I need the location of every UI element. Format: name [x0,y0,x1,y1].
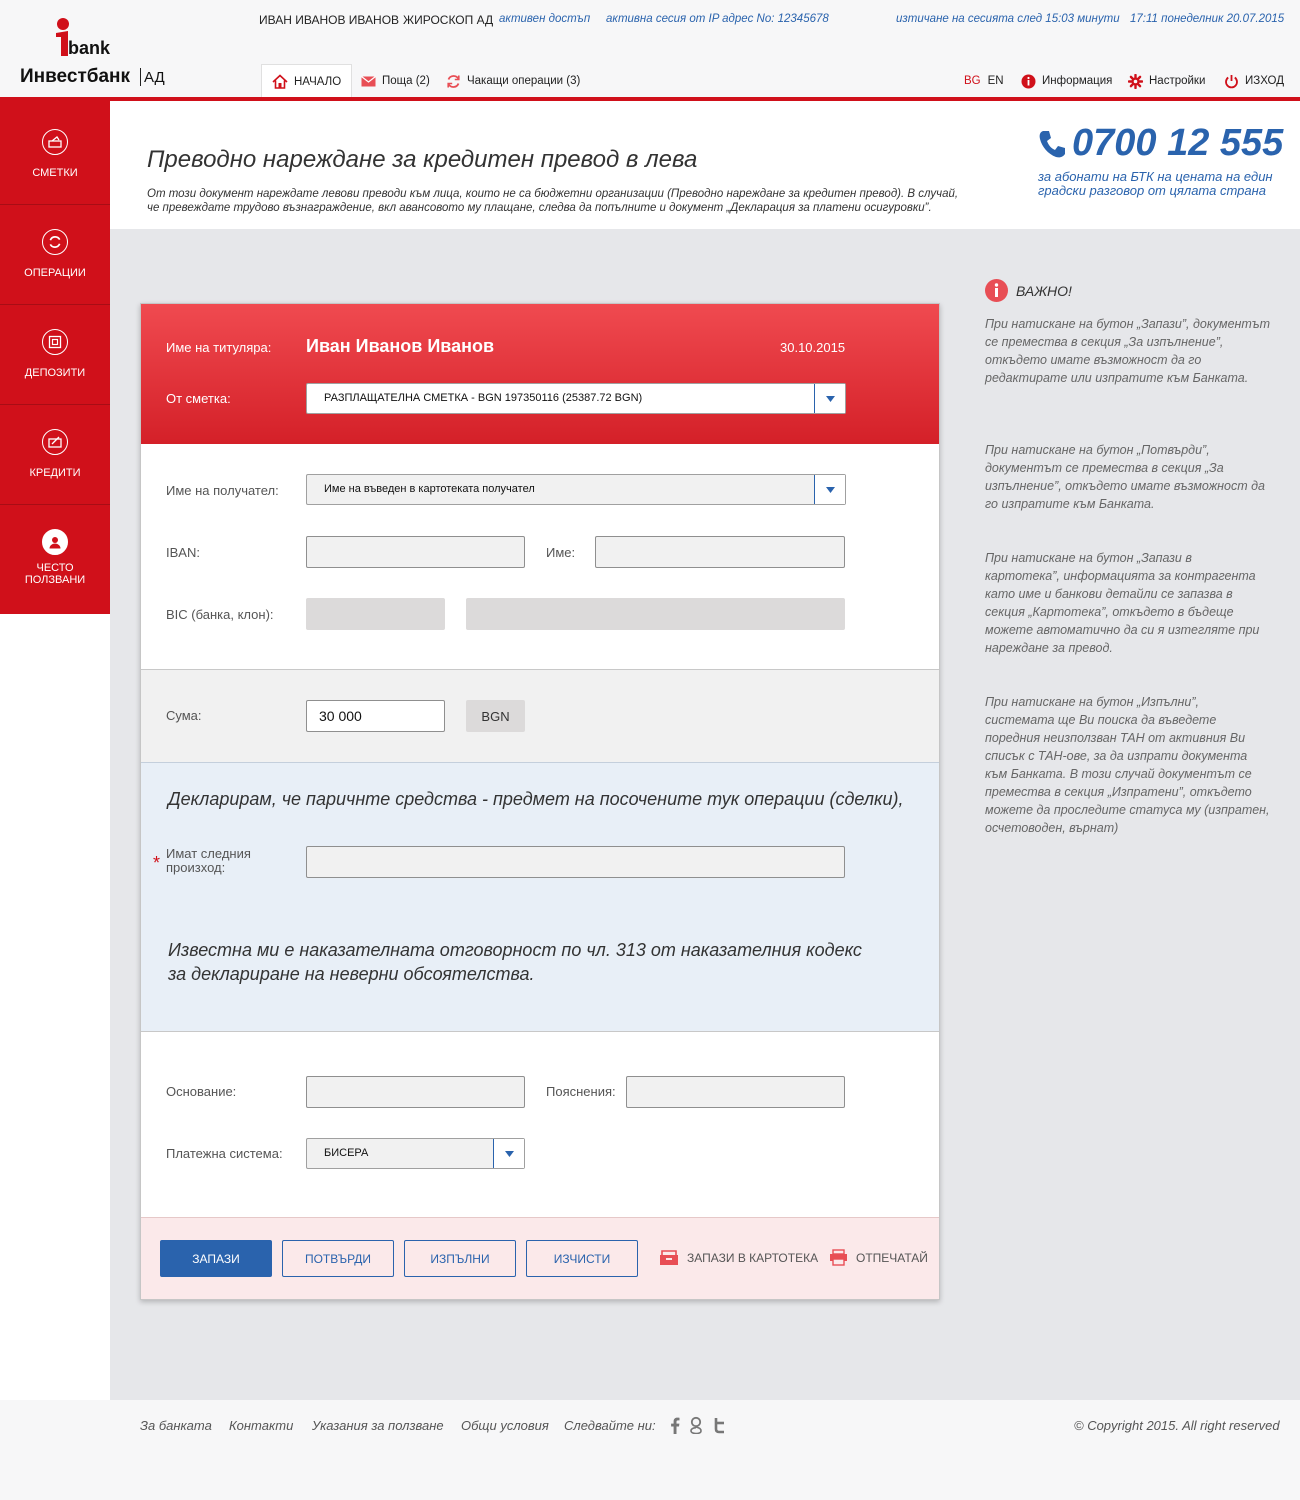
info-icon [985,279,1008,302]
user-icon [42,529,68,555]
tab-mail[interactable] [361,64,430,98]
logout-link[interactable] [1224,64,1284,98]
save-to-card-label: ЗАПАЗИ В КАРТОТЕКА [687,1250,819,1265]
payee-section [141,444,939,670]
sidebar-label-line1: ЧЕСТО [36,562,74,574]
tab-pending-operations[interactable] [446,64,580,98]
phone-number: 0700 12 555 [1072,122,1284,164]
sidebar-item-deposits[interactable] [0,305,110,405]
chevron-down-icon [814,384,845,413]
name-label: Име: [546,545,576,560]
document-date: 30.10.2015 [780,340,846,355]
refresh-icon [446,74,461,89]
important-note-confirm: При натискане на бутон „Потвърди”, документът се премества в секция „За изпълнение”, откъдето имате възможност да го изпратите към Банката. [985,443,1266,511]
chevron-down-icon [493,1139,524,1168]
sidebar-item-operations[interactable] [0,205,110,305]
from-account-value: РАЗПЛАЩАТЕЛНА СМЕТКА - BGN 197350116 (25387.72 BGN) [324,392,643,404]
lang-en[interactable]: EN [987,75,1004,87]
origin-input[interactable] [306,846,845,878]
print-label: ОТПЕЧАТАЙ [856,1250,928,1265]
logo-brand: bank [68,38,111,58]
sidebar-item-credits[interactable] [0,405,110,505]
liability-line1: Известна ми е наказателната отговорност по чл. 313 от наказателния кодекс [168,940,862,960]
basis-section [141,1032,939,1218]
liability-text [168,938,862,986]
settings-label: Настройки [1149,75,1206,87]
recipient-select[interactable] [306,474,846,505]
sidebar-item-favorites[interactable] [0,505,110,614]
notes-label: Пояснения: [546,1084,616,1099]
confirm-button[interactable]: ПОТВЪРДИ [282,1240,394,1277]
page-description-line2: че превеждате трудово възнаграждение, вкл авансовото му плащане, следва да попълните и документ „Декларация за платени осигуровки”. [147,202,932,214]
info-link[interactable] [1021,64,1112,98]
transfer-form [140,303,940,1300]
payment-system-label: Платежна система: [166,1146,283,1161]
bic-label: BIC (банка, клон): [166,607,274,622]
card-icon [659,1249,679,1266]
logo-suffix: АД [144,69,165,86]
settings-link[interactable] [1128,64,1205,98]
lang-switch [964,64,1004,98]
declaration-section [141,763,939,1032]
iban-input[interactable] [306,536,525,568]
currency-badge: BGN [466,700,525,732]
holder-name: Иван Иванов Иванов [306,336,495,356]
copyright: © Copyright 2015. All right reserved [1074,1418,1280,1433]
required-mark: * [153,853,161,873]
tab-home[interactable] [261,64,352,98]
bank-branch-field [466,598,845,630]
sidebar-item-accounts[interactable] [0,105,110,205]
recipient-value: Име на въведен в картотеката получател [324,483,535,495]
save-button[interactable]: ЗАПАЗИ [160,1240,272,1277]
chevron-down-icon [814,475,845,504]
mail-icon [361,76,376,87]
important-note-execute: При натискане на бутон „Изпълни”, системата ще Ви поиска да въведете поредния неизползван ТАН от активния Ви списък с ТАН-ове, за да изпрати документа към Банката. В този случай документът се премества в секция „Изпратени”, откъдето можете да проследите статуса му (изпратен, осчетоводен, върнат) [985,695,1270,835]
bic-code-field [306,598,445,630]
tab-mail-label: Поща (2) [382,75,430,87]
print-link[interactable] [829,1249,928,1266]
tab-pending-label: Чакащи операции (3) [467,75,581,87]
iban-label: IBAN: [166,545,200,560]
form-header-section [141,304,939,444]
phone-note: за абонати на БТК на цената на един градски разговор от цялата страна [1038,169,1273,198]
tab-home-label: НАЧАЛО [294,75,342,88]
footer-link-terms[interactable]: Общи условия [461,1418,549,1433]
hotline [1038,122,1283,165]
credits-icon [42,429,68,455]
info-label: Информация [1042,75,1113,87]
sidebar-label: КРЕДИТИ [29,467,81,479]
from-account-select[interactable] [306,383,846,414]
payment-system-select[interactable] [306,1138,525,1169]
sidebar [0,101,110,614]
sidebar-label: СМЕТКИ [32,167,78,179]
session-info: активна сесия от IP адрес No: 12345678 [606,13,829,25]
accounts-icon [42,129,68,155]
holder-label: Име на титуляра: [166,340,272,355]
social-links [670,1416,726,1434]
origin-label-line1: Имат следния [166,846,251,861]
header-divider [0,97,1300,101]
access-status: активен достъп [499,13,591,25]
from-account-label: От сметка: [166,391,231,406]
amount-section [141,670,939,763]
footer-link-contacts[interactable]: Контакти [229,1418,294,1433]
basis-label: Основание: [166,1084,237,1099]
page-description [147,187,977,215]
important-note-save-card: При натискане на бутон „Запази в картотека”, информацията за контрагента като име и банкови детайли се запазва в секция „Картотека”, откъдето в бъдеще можете автоматично да си я изтегляте при нареждане за превод. [985,551,1260,655]
liability-line2: за деклариране на неверни обсоятелства. [168,964,535,984]
important-title: ВАЖНО! [1016,282,1072,299]
phone-icon [1038,129,1066,159]
info-icon [1021,74,1036,89]
actions-section [141,1218,939,1299]
amount-input[interactable]: 30 000 [306,700,445,732]
payment-system-value: БИСЕРА [324,1147,369,1159]
lang-bg[interactable]: BG [964,75,981,87]
google-plus-icon[interactable] [689,1416,703,1434]
name-input[interactable] [595,536,845,568]
origin-label-line2: произход: [166,860,226,875]
execute-button[interactable]: ИЗПЪЛНИ [404,1240,516,1277]
power-icon [1224,74,1239,89]
amount-label: Сума: [166,708,202,723]
printer-icon [829,1249,848,1266]
important-heading [985,279,1072,302]
page-description-line1: От този документ нареждате левови преводи към лица, които не са бюджетни организации (Преводно нареждане за кредитен превод). В случай, [147,188,959,200]
logo-name: Инвестбанк [20,66,131,87]
origin-label [166,847,251,875]
basis-input[interactable] [306,1076,525,1108]
user-name: ИВАН ИВАНОВ ИВАНОВ [259,13,400,27]
twitter-icon[interactable] [712,1417,726,1434]
logout-label: ИЗХОД [1245,75,1284,87]
save-to-card-link[interactable] [659,1249,818,1266]
footer-link-about[interactable]: За банката [140,1418,212,1433]
footer-link-guide[interactable]: Указания за ползване [312,1418,444,1433]
notes-input[interactable] [626,1076,845,1108]
bank-logo[interactable] [20,16,170,86]
page-title: Преводно нареждане за кредитен превод в лева [147,146,698,173]
current-datetime: 17:11 понеделник 20.07.2015 [1130,13,1285,25]
clear-button[interactable]: ИЗЧИСТИ [526,1240,638,1277]
sidebar-label: ОПЕРАЦИИ [24,267,86,279]
facebook-icon[interactable] [670,1417,680,1434]
deposits-icon [42,329,68,355]
recipient-label: Име на получател: [166,483,279,498]
declaration-text: Декларирам, че паричнте средства - предмет на посочените тук операции (сделки), [168,789,904,809]
operations-icon [42,229,68,255]
follow-us-label: Следвайте ни: [564,1418,656,1433]
session-expiry: изтичане на сесията след 15:03 минути [896,13,1120,25]
company-name: ЖИРОСКОП АД [403,13,494,27]
footer [0,1400,1300,1500]
gear-icon [1128,74,1143,89]
home-icon [272,74,288,89]
important-note-save: При натискане на бутон „Запази”, документът се премества в секция „За изпълнение”, откъдето имате възможност да го редактирате или изпратите към Банката. [985,317,1270,385]
sidebar-label-line2: ПОЛЗВАНИ [24,574,86,586]
sidebar-label: ДЕПОЗИТИ [24,367,86,379]
